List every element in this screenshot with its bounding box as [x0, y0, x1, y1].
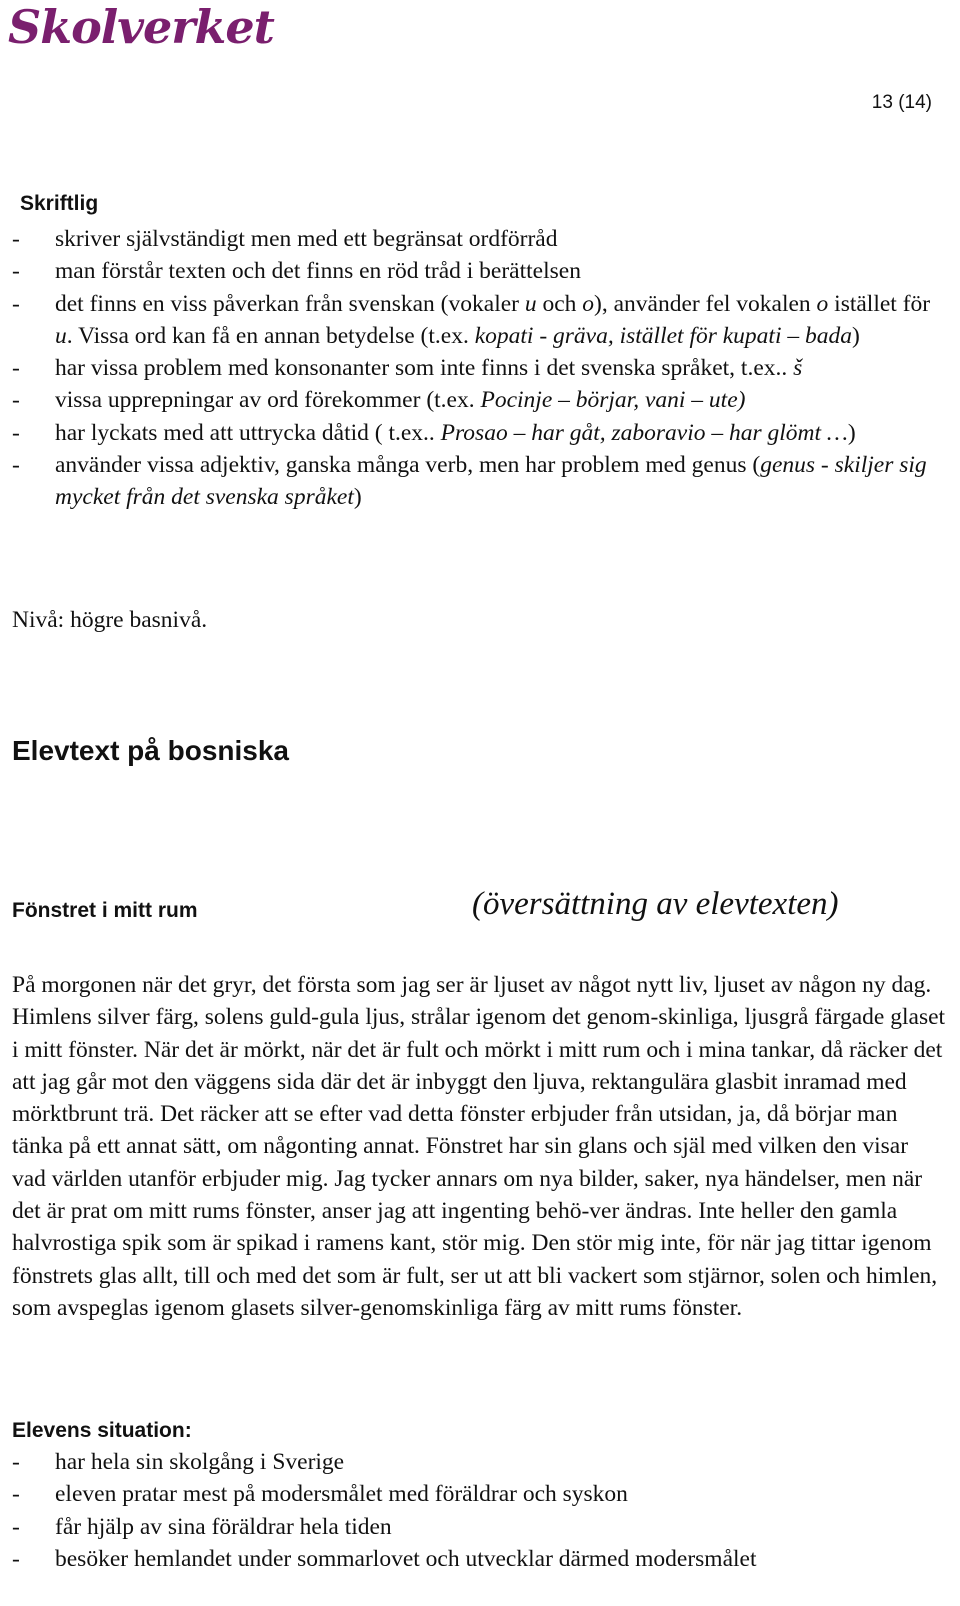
bullet-dash: - [12, 355, 20, 382]
list-item-text: . Vissa ord kan få en annan betydelse (t.ex. [66, 322, 475, 349]
list-item-text: besöker hemlandet under sommarlovet och utvecklar därmed modersmålet [55, 1545, 757, 1572]
list-item [12, 384, 947, 416]
list-item-text: har hela sin skolgång i Sverige [55, 1449, 345, 1475]
list-item-text: o [816, 290, 829, 317]
bullet-dash: - [12, 1545, 20, 1572]
student-text-paragraph: På morgonen när det gryr, det första som jag ser är ljuset av något nytt liv, ljuset av någon ny dag. Himlens silver färg, solens guld-gula ljus, strålar igenom det genom-skinliga, ljusgrå färgade glaset i mitt fönster. När det är mörkt, när det är fult och mörkt i mitt rum och i mina tankar, då räcker det att jag går mot den väggens sida där det är inbyggt den ljuva, rektangulära glasbit inramad med mörktbrunt trä. Det räcker att se efter vad detta fönster erbjuder från utsidan, ja, då börjar man tänka på ett annat sätt, om någonting annat. Fönstret har sin glans och själ med vilken den visar vad världen utanför erbjuder mig. Jag tycker annars om nya bilder, saker, nya händelser, men när det är prat om mitt rums fönster, anser jag att ingenting behö-ver ändras. Inte heller den gamla halvrostiga spik som är spikad i ramens kant, stör mig. Den stör mig inte, för när jag tittar igenom fönstrets glas allt, till och med det som är fult, ser ut att bli vackert som stjärnor, solen och himlen, som avspeglas igenom glasets silver-genomskinliga färg av mitt rums fönster. [12, 972, 946, 1321]
list-item-text: använder vissa adjektiv, ganska många verb, men har problem med genus ( [55, 452, 761, 479]
list-item [12, 352, 947, 384]
list-item-text: ) [852, 322, 860, 349]
list-item [12, 288, 947, 353]
list-item-text: har lyckats med att uttrycka dåtid ( t.ex.. [55, 419, 441, 446]
list-item-text: vissa upprepningar av ord förekommer (t.ex. [55, 387, 481, 414]
section-heading-skriftlig: Skriftlig [20, 192, 99, 215]
bullet-dash: - [12, 290, 20, 317]
list-item [12, 1511, 947, 1543]
list-item [12, 449, 947, 514]
list-item-text: ), använder fel vokalen [594, 290, 817, 317]
section-heading-situation: Elevens situation: [12, 1419, 192, 1442]
list-item-text: š [793, 355, 803, 382]
list-item-text: o [582, 290, 595, 317]
list-item-text: eleven pratar mest på modersmålet med föräldrar och syskon [55, 1481, 628, 1508]
list-item [12, 223, 947, 255]
list-item [12, 1446, 947, 1478]
bullet-dash: - [12, 452, 20, 479]
bullet-dash: - [12, 226, 20, 252]
list-item-text: ) [847, 419, 856, 446]
list-item-text: man förstår texten och det finns en röd tråd i berättelsen [55, 258, 581, 285]
list-item [12, 417, 947, 449]
translation-note: (översättning av elevtexten) [472, 886, 839, 922]
list-item-text: Pocinje – börjar, vani – ute) [480, 387, 746, 414]
section-heading-elevtext: Elevtext på bosniska [12, 735, 290, 766]
list-item [12, 1478, 947, 1510]
list-item-text: genus - skiljer sig mycket från det svenska språket [55, 452, 927, 511]
list-item-text: istället för [828, 290, 931, 317]
list-item-text: får hjälp av sina föräldrar hela tiden [55, 1513, 392, 1540]
bullet-dash: - [12, 258, 20, 285]
list-item-text: Prosao – har gåt, zaboravio – har glömt … [440, 419, 848, 446]
bullet-dash: - [12, 1449, 20, 1475]
level-text: Nivå: högre basnivå. [12, 607, 208, 633]
logo: Skolverket [8, 0, 274, 54]
list-item-text: har vissa problem med konsonanter som inte finns i det svenska språket, t.ex.. [55, 355, 794, 382]
bullet-dash: - [12, 1513, 20, 1540]
list-item [12, 255, 947, 287]
list-item-text: det finns en viss påverkan från svenskan (vokaler [55, 290, 525, 317]
list-item-text: kopati - gräva, istället för kupati – bada [474, 322, 852, 349]
list-item-text: u [524, 290, 537, 317]
situation-list [12, 1446, 947, 1575]
skriftlig-list [12, 223, 947, 514]
list-item-text: skriver självständigt men med ett begränsat ordförråd [55, 226, 558, 252]
bullet-dash: - [12, 1481, 20, 1508]
list-item-text: ) [353, 484, 362, 511]
list-item [12, 1543, 947, 1575]
bullet-dash: - [12, 387, 20, 414]
page-number: 13 (14) [871, 92, 932, 113]
text-title: Fönstret i mitt rum [12, 899, 198, 922]
bullet-dash: - [12, 419, 20, 446]
list-item-text: och [536, 290, 583, 317]
list-item-text: u [55, 322, 67, 349]
